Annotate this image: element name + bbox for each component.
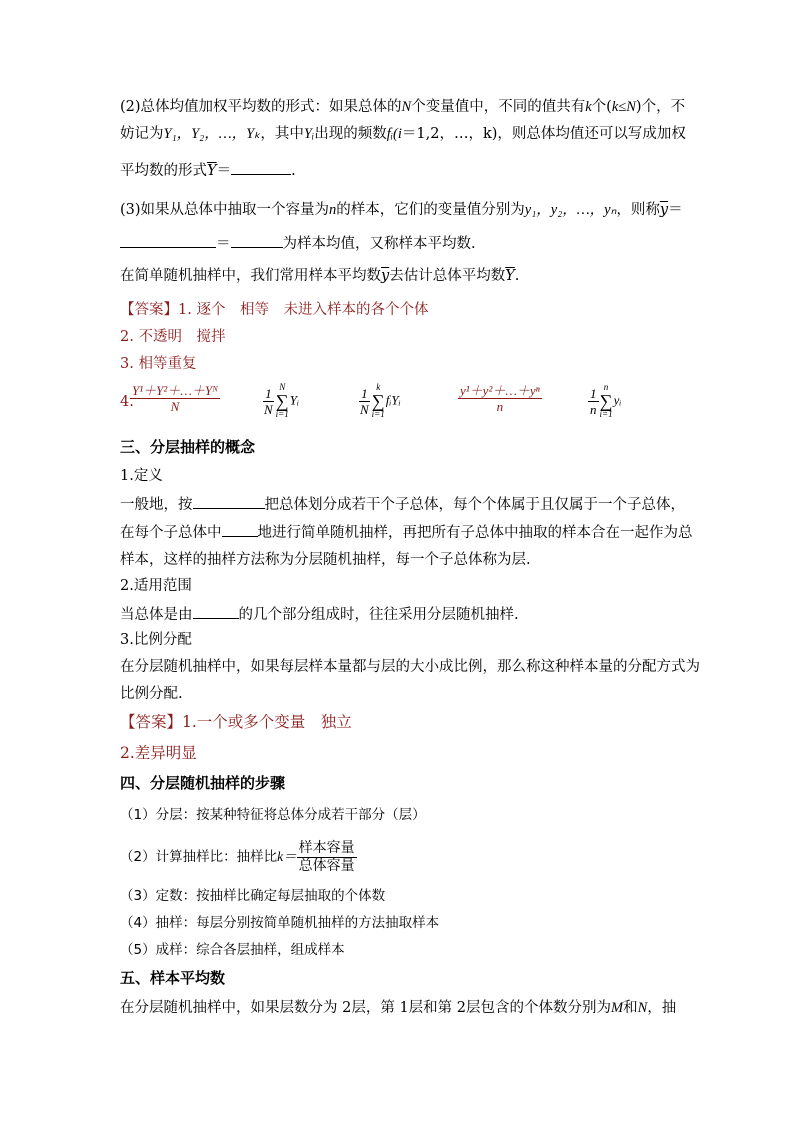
p2-line1 — [120, 97, 685, 117]
sum-top: n — [603, 382, 609, 392]
text: . — [514, 268, 520, 284]
var-k: k — [585, 99, 592, 115]
frac-num: 1 — [361, 385, 368, 401]
text: 的样本，它们的变量值分别为 — [336, 202, 525, 218]
text: 平均数的形式 — [120, 163, 207, 179]
text: ＝ — [216, 163, 232, 179]
p2-line2 — [120, 124, 686, 144]
var-N: N — [401, 99, 412, 115]
sum-top: k — [376, 382, 381, 392]
text: 把总体划分成若干个子总体，每个个体属于且仅属于一个子总体， — [264, 497, 685, 513]
text: . — [291, 163, 296, 179]
formula-3 — [358, 383, 401, 419]
text: 在简单随机抽样中，我们常用样本平均数 — [120, 268, 381, 284]
text: 地进行简单随机抽样，再把所有子总体中抽取的样本合在一起作为总 — [257, 525, 693, 541]
frac-num: Y¹＋Y²＋…＋Yᴺ — [132, 383, 219, 398]
p3-line1 — [120, 200, 683, 220]
paragraph-line: 比例分配. — [120, 686, 183, 702]
text: 出现的频数 — [314, 126, 387, 142]
blank — [193, 604, 239, 619]
Ybar: $\overline{Y}$ — [505, 268, 515, 284]
sum-term: fᵢYᵢ — [385, 392, 401, 408]
text: ＝1,2，…，k)，则总体均值还可以写成加权 — [401, 126, 686, 142]
step: （5）成样：综合各层抽样，组成样本 — [120, 942, 345, 958]
var-kn: k≤N — [611, 99, 636, 115]
answer-text: 1. 逐个 相等 未进入样本的各个个体 — [178, 302, 429, 318]
sum-symbol: N ∑ i=1 — [275, 382, 289, 419]
var-k: k＝ — [277, 849, 297, 864]
var-N: N — [637, 1000, 648, 1016]
answer-2b: 2.差异明显 — [120, 744, 197, 762]
p4-line — [120, 266, 519, 286]
var-yi: Yᵢ — [303, 126, 315, 142]
formula-4 — [458, 383, 542, 414]
frac-den: N — [170, 399, 180, 414]
sub-heading: 3.比例分配 — [120, 632, 192, 648]
sum-top: N — [279, 382, 286, 392]
paragraph-line: 在分层随机抽样中，如果每层样本量都与层的大小成比例，那么称这种样本量的分配方式为 — [120, 659, 700, 675]
sum-symbol: n ∑ i=1 — [599, 382, 613, 419]
text: 为样本均值，又称样本平均数. — [282, 236, 476, 252]
paragraph-line — [120, 494, 685, 515]
sub-heading: 2.适用范围 — [120, 578, 192, 594]
sum-term: Yᵢ — [289, 392, 300, 408]
answer-tag: 【答案】 — [120, 302, 178, 318]
step — [120, 839, 357, 875]
blank — [222, 522, 258, 537]
section-title: 四、分层随机抽样的步骤 — [120, 774, 286, 792]
p2-line3 — [120, 160, 296, 181]
var-fi: fᵢ(i — [386, 126, 402, 142]
text: )个，不 — [635, 99, 686, 115]
sum-bottom: i=1 — [275, 409, 289, 419]
text: 一般地，按 — [120, 497, 193, 513]
frac-den: n — [590, 401, 597, 417]
ybar: $\overline{Y}$ — [207, 163, 217, 179]
text: 个变量值中，不同的值共有 — [411, 99, 586, 115]
text: 在分层随机抽样中，如果层数分为 2层，第 1层和第 2层包含的个体数分别为 — [120, 1000, 612, 1016]
ybar: $\overline{y}$ — [659, 202, 669, 218]
answer-text: 2. 不透明 搅拌 — [120, 329, 226, 345]
step: （3）定数：按抽样比确定每层抽取的个体数 — [120, 888, 386, 904]
blank — [193, 494, 265, 509]
answer-text: 3. 相等重复 — [120, 356, 197, 372]
text: ，抽 — [647, 1000, 677, 1016]
frac-den: N — [264, 401, 273, 417]
frac-num: 1 — [265, 385, 272, 401]
text: ＝ — [216, 236, 231, 252]
section-title: 五、样本平均数 — [120, 969, 226, 987]
paragraph-line: 样本，这样的抽样方法称为分层随机抽样，每一个子总体称为层. — [120, 552, 531, 568]
sub-heading: 1.定义 — [120, 468, 163, 484]
frac-num: 样本容量 — [298, 839, 355, 856]
text: 当总体是由 — [120, 607, 193, 623]
text: (3)如果从总体中抽取一个容量为 — [120, 202, 330, 218]
fraction — [297, 840, 357, 875]
section-title: 三、分层抽样的概念 — [120, 438, 256, 456]
formula-1 — [130, 383, 220, 414]
frac-den: n — [496, 399, 504, 414]
paragraph-line — [120, 604, 519, 625]
text: ，其中 — [260, 126, 304, 142]
sum-bottom: i=1 — [371, 409, 385, 419]
answer-1b — [120, 327, 225, 347]
text: (2)总体均值加权平均数的形式：如果总体的 — [120, 99, 402, 115]
answer-2a — [120, 712, 352, 732]
var-ys: y₁，y₂，…，yₙ — [524, 202, 617, 218]
text: 去估计总体平均数 — [389, 268, 506, 284]
blank — [120, 233, 216, 248]
text: ＝ — [668, 202, 683, 218]
text: （2）计算抽样比：抽样比 — [120, 849, 278, 865]
formula-5 — [588, 383, 621, 419]
text: ，则称 — [616, 202, 660, 218]
text: 妨记为 — [120, 126, 164, 142]
text: 个( — [591, 99, 612, 115]
frac-num: 1 — [590, 385, 597, 401]
ybar: $\overline{y}$ — [381, 268, 390, 284]
formula-2 — [262, 383, 299, 419]
p3-line2 — [120, 233, 476, 254]
text: 的几个部分组成时，往往采用分层随机抽样. — [238, 607, 519, 623]
frac-num: y¹＋y²＋…＋yⁿ — [460, 383, 540, 398]
answer-tag: 【答案】 — [120, 713, 183, 731]
blank — [231, 160, 291, 175]
sum-bottom: i=1 — [599, 409, 613, 419]
paragraph-line — [120, 522, 693, 543]
paragraph-line — [120, 998, 676, 1018]
var-n: n — [329, 202, 337, 218]
step: （1）分层：按某种特征将总体分成若干部分（层） — [120, 807, 426, 823]
sum-term: yᵢ — [613, 392, 622, 408]
answer-1a — [120, 300, 428, 320]
sum-symbol: k ∑ i=1 — [371, 382, 385, 419]
step: （4）抽样：每层分别按简单随机抽样的方法抽取样本 — [120, 915, 440, 931]
var-M: M — [611, 1000, 624, 1016]
frac-den: 总体容量 — [298, 857, 355, 874]
text: 和 — [623, 1000, 638, 1016]
text: 在每个子总体中 — [120, 525, 222, 541]
answer-text: 1.一个或多个变量 独立 — [182, 713, 352, 731]
answer-text: 4. — [120, 394, 134, 410]
var-ys: Y₁，Y₂，…，Yₖ — [163, 126, 261, 142]
frac-den: N — [360, 401, 369, 417]
answer-1c — [120, 354, 196, 374]
blank — [231, 233, 283, 248]
